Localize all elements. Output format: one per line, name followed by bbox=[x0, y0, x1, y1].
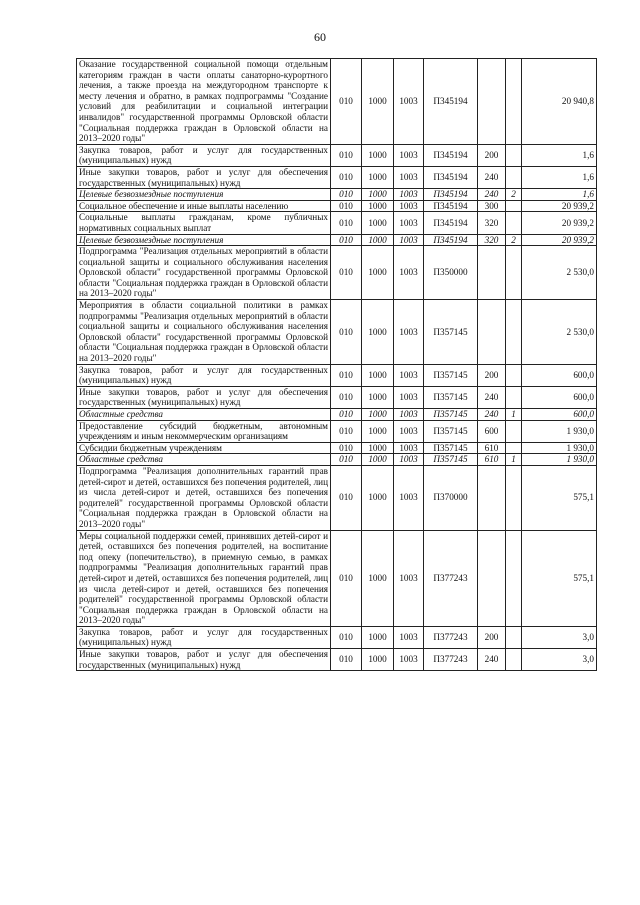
section-code-cell: 1000 bbox=[362, 420, 394, 442]
table-row bbox=[77, 234, 597, 246]
subsection-code-cell: 1003 bbox=[394, 246, 424, 300]
amount-cell: 575,1 bbox=[522, 465, 597, 530]
funding-source-cell bbox=[506, 530, 522, 626]
row-name-cell: Целевые безвозмездные поступления bbox=[77, 234, 331, 246]
target-article-cell: П345194 bbox=[424, 189, 478, 201]
expense-type-cell bbox=[478, 300, 506, 365]
target-article-cell: П345194 bbox=[424, 144, 478, 166]
budget-table bbox=[76, 58, 597, 671]
subsection-code-cell: 1003 bbox=[394, 409, 424, 421]
admin-code-cell: 010 bbox=[331, 59, 362, 145]
section-code-cell: 1000 bbox=[362, 246, 394, 300]
subsection-code-cell: 1003 bbox=[394, 420, 424, 442]
expense-type-cell: 320 bbox=[478, 212, 506, 234]
expense-type-cell: 240 bbox=[478, 189, 506, 201]
funding-source-cell bbox=[506, 364, 522, 386]
admin-code-cell: 010 bbox=[331, 200, 362, 212]
section-code-cell: 1000 bbox=[362, 442, 394, 454]
target-article-cell: П357145 bbox=[424, 420, 478, 442]
amount-cell: 3,0 bbox=[522, 626, 597, 648]
table-row bbox=[77, 212, 597, 234]
funding-source-cell bbox=[506, 212, 522, 234]
row-name-cell: Подпрограмма "Реализация отдельных мероприятий в области социальной защиты и социального обслуживания населения Орловской области" государственной программы Орловской области "Социальная поддержка граждан в Орловской области на 2013–2020 годы" bbox=[77, 246, 331, 300]
row-name-cell: Закупка товаров, работ и услуг для государственных (муниципальных) нужд bbox=[77, 144, 331, 166]
admin-code-cell: 010 bbox=[331, 246, 362, 300]
funding-source-cell bbox=[506, 246, 522, 300]
row-name-cell: Предоставление субсидий бюджетным, автономным учреждениям и иным некоммерческим организациям bbox=[77, 420, 331, 442]
section-code-cell: 1000 bbox=[362, 166, 394, 188]
row-name-cell: Закупка товаров, работ и услуг для государственных (муниципальных) нужд bbox=[77, 626, 331, 648]
subsection-code-cell: 1003 bbox=[394, 442, 424, 454]
row-name-cell: Мероприятия в области социальной политики в рамках подпрограммы "Реализация отдельных мероприятий в области социальной защиты и социального обслуживания населения Орловской области" государственной программы Орловской области "Социальная поддержка граждан в Орловской области на 2013–2020 годы" bbox=[77, 300, 331, 365]
admin-code-cell: 010 bbox=[331, 626, 362, 648]
table-row bbox=[77, 442, 597, 454]
table-row bbox=[77, 364, 597, 386]
table-row bbox=[77, 530, 597, 626]
admin-code-cell: 010 bbox=[331, 189, 362, 201]
admin-code-cell: 010 bbox=[331, 212, 362, 234]
target-article-cell: П357145 bbox=[424, 442, 478, 454]
subsection-code-cell: 1003 bbox=[394, 234, 424, 246]
amount-cell: 20 940,8 bbox=[522, 59, 597, 145]
target-article-cell: П370000 bbox=[424, 465, 478, 530]
row-name-cell: Иные закупки товаров, работ и услуг для обеспечения государственных (муниципальных) нужд bbox=[77, 166, 331, 188]
target-article-cell: П357145 bbox=[424, 364, 478, 386]
section-code-cell: 1000 bbox=[362, 409, 394, 421]
expense-type-cell bbox=[478, 59, 506, 145]
row-name-cell: Социальные выплаты гражданам, кроме публичных нормативных социальных выплат bbox=[77, 212, 331, 234]
target-article-cell: П377243 bbox=[424, 626, 478, 648]
amount-cell: 1 930,0 bbox=[522, 442, 597, 454]
amount-cell: 2 530,0 bbox=[522, 300, 597, 365]
amount-cell: 1,6 bbox=[522, 144, 597, 166]
amount-cell: 20 939,2 bbox=[522, 200, 597, 212]
table-row bbox=[77, 144, 597, 166]
admin-code-cell: 010 bbox=[331, 454, 362, 466]
table-row bbox=[77, 386, 597, 408]
funding-source-cell bbox=[506, 300, 522, 365]
subsection-code-cell: 1003 bbox=[394, 144, 424, 166]
funding-source-cell bbox=[506, 420, 522, 442]
section-code-cell: 1000 bbox=[362, 189, 394, 201]
subsection-code-cell: 1003 bbox=[394, 530, 424, 626]
section-code-cell: 1000 bbox=[362, 454, 394, 466]
row-name-cell: Субсидии бюджетным учреждениям bbox=[77, 442, 331, 454]
row-name-cell: Иные закупки товаров, работ и услуг для обеспечения государственных (муниципальных) нужд bbox=[77, 649, 331, 671]
amount-cell: 1 930,0 bbox=[522, 454, 597, 466]
expense-type-cell bbox=[478, 530, 506, 626]
amount-cell: 1,6 bbox=[522, 166, 597, 188]
row-name-cell: Областные средства bbox=[77, 454, 331, 466]
admin-code-cell: 010 bbox=[331, 409, 362, 421]
subsection-code-cell: 1003 bbox=[394, 649, 424, 671]
amount-cell: 600,0 bbox=[522, 364, 597, 386]
table-row bbox=[77, 420, 597, 442]
funding-source-cell bbox=[506, 200, 522, 212]
row-name-cell: Областные средства bbox=[77, 409, 331, 421]
table-row bbox=[77, 300, 597, 365]
target-article-cell: П357145 bbox=[424, 386, 478, 408]
row-name-cell: Меры социальной поддержки семей, принявших детей-сирот и детей, оставшихся без попечения родителей, на воспитание под опеку (попечительство), в приемную семью, в рамках подпрограммы "Реализация дополнительных гарантий прав детей-сирот и детей, оставшихся без попечения родителей, лиц из числа детей-сирот и детей, оставшихся без попечения родителей" государственной программы Орловской области "Социальная поддержка граждан в Орловской области на 2013–2020 годы" bbox=[77, 530, 331, 626]
table-row bbox=[77, 626, 597, 648]
expense-type-cell bbox=[478, 246, 506, 300]
funding-source-cell bbox=[506, 144, 522, 166]
section-code-cell: 1000 bbox=[362, 649, 394, 671]
amount-cell: 575,1 bbox=[522, 530, 597, 626]
expense-type-cell: 240 bbox=[478, 166, 506, 188]
row-name-cell: Оказание государственной социальной помощи отдельным категориям граждан в части оплаты санаторно-курортного лечения, а также проезда на междугородном транспорте к месту лечения и обратно, в рамках подпрограммы "Создание условий для реабилитации и социальной интеграции инвалидов" государственной программы Орловской области "Социальная поддержка граждан в Орловской области на 2013–2020 годы" bbox=[77, 59, 331, 145]
section-code-cell: 1000 bbox=[362, 200, 394, 212]
funding-source-cell: 1 bbox=[506, 454, 522, 466]
expense-type-cell: 610 bbox=[478, 454, 506, 466]
section-code-cell: 1000 bbox=[362, 465, 394, 530]
admin-code-cell: 010 bbox=[331, 166, 362, 188]
expense-type-cell bbox=[478, 465, 506, 530]
row-name-cell: Закупка товаров, работ и услуг для государственных (муниципальных) нужд bbox=[77, 364, 331, 386]
admin-code-cell: 010 bbox=[331, 530, 362, 626]
amount-cell: 20 939,2 bbox=[522, 234, 597, 246]
admin-code-cell: 010 bbox=[331, 144, 362, 166]
expense-type-cell: 200 bbox=[478, 626, 506, 648]
target-article-cell: П345194 bbox=[424, 212, 478, 234]
expense-type-cell: 610 bbox=[478, 442, 506, 454]
row-name-cell: Социальное обеспечение и иные выплаты населению bbox=[77, 200, 331, 212]
section-code-cell: 1000 bbox=[362, 212, 394, 234]
expense-type-cell: 200 bbox=[478, 364, 506, 386]
section-code-cell: 1000 bbox=[362, 386, 394, 408]
amount-cell: 3,0 bbox=[522, 649, 597, 671]
expense-type-cell: 200 bbox=[478, 144, 506, 166]
subsection-code-cell: 1003 bbox=[394, 386, 424, 408]
section-code-cell: 1000 bbox=[362, 234, 394, 246]
expense-type-cell: 240 bbox=[478, 409, 506, 421]
subsection-code-cell: 1003 bbox=[394, 300, 424, 365]
subsection-code-cell: 1003 bbox=[394, 212, 424, 234]
target-article-cell: П357145 bbox=[424, 409, 478, 421]
subsection-code-cell: 1003 bbox=[394, 454, 424, 466]
subsection-code-cell: 1003 bbox=[394, 364, 424, 386]
target-article-cell: П350000 bbox=[424, 246, 478, 300]
admin-code-cell: 010 bbox=[331, 234, 362, 246]
target-article-cell: П345194 bbox=[424, 166, 478, 188]
funding-source-cell bbox=[506, 386, 522, 408]
table-row bbox=[77, 649, 597, 671]
row-name-cell: Целевые безвозмездные поступления bbox=[77, 189, 331, 201]
section-code-cell: 1000 bbox=[362, 530, 394, 626]
amount-cell: 1,6 bbox=[522, 189, 597, 201]
target-article-cell: П345194 bbox=[424, 200, 478, 212]
subsection-code-cell: 1003 bbox=[394, 626, 424, 648]
page-number: 60 bbox=[314, 30, 326, 44]
subsection-code-cell: 1003 bbox=[394, 166, 424, 188]
table-row bbox=[77, 59, 597, 145]
admin-code-cell: 010 bbox=[331, 386, 362, 408]
expense-type-cell: 300 bbox=[478, 200, 506, 212]
amount-cell: 2 530,0 bbox=[522, 246, 597, 300]
admin-code-cell: 010 bbox=[331, 420, 362, 442]
expense-type-cell: 600 bbox=[478, 420, 506, 442]
expense-type-cell: 320 bbox=[478, 234, 506, 246]
section-code-cell: 1000 bbox=[362, 364, 394, 386]
amount-cell: 1 930,0 bbox=[522, 420, 597, 442]
admin-code-cell: 010 bbox=[331, 649, 362, 671]
admin-code-cell: 010 bbox=[331, 442, 362, 454]
section-code-cell: 1000 bbox=[362, 59, 394, 145]
table-row bbox=[77, 409, 597, 421]
table-row bbox=[77, 465, 597, 530]
row-name-cell: Подпрограмма "Реализация дополнительных гарантий прав детей-сирот и детей, оставшихся без попечения родителей, лиц из числа детей-сирот и детей, оставшихся без попечения родителей" государственной программы Орловской области "Социальная поддержка граждан в Орловской области на 2013–2020 годы" bbox=[77, 465, 331, 530]
admin-code-cell: 010 bbox=[331, 364, 362, 386]
target-article-cell: П345194 bbox=[424, 59, 478, 145]
table-row bbox=[77, 200, 597, 212]
row-name-cell: Иные закупки товаров, работ и услуг для обеспечения государственных (муниципальных) нужд bbox=[77, 386, 331, 408]
target-article-cell: П357145 bbox=[424, 454, 478, 466]
expense-type-cell: 240 bbox=[478, 649, 506, 671]
funding-source-cell bbox=[506, 166, 522, 188]
funding-source-cell bbox=[506, 649, 522, 671]
target-article-cell: П357145 bbox=[424, 300, 478, 365]
funding-source-cell: 1 bbox=[506, 409, 522, 421]
subsection-code-cell: 1003 bbox=[394, 59, 424, 145]
table-row bbox=[77, 166, 597, 188]
funding-source-cell bbox=[506, 626, 522, 648]
target-article-cell: П377243 bbox=[424, 649, 478, 671]
amount-cell: 600,0 bbox=[522, 386, 597, 408]
subsection-code-cell: 1003 bbox=[394, 200, 424, 212]
funding-source-cell bbox=[506, 465, 522, 530]
section-code-cell: 1000 bbox=[362, 626, 394, 648]
admin-code-cell: 010 bbox=[331, 465, 362, 530]
subsection-code-cell: 1003 bbox=[394, 465, 424, 530]
funding-source-cell: 2 bbox=[506, 234, 522, 246]
section-code-cell: 1000 bbox=[362, 144, 394, 166]
table-row bbox=[77, 246, 597, 300]
target-article-cell: П377243 bbox=[424, 530, 478, 626]
amount-cell: 600,0 bbox=[522, 409, 597, 421]
funding-source-cell bbox=[506, 442, 522, 454]
admin-code-cell: 010 bbox=[331, 300, 362, 365]
section-code-cell: 1000 bbox=[362, 300, 394, 365]
target-article-cell: П345194 bbox=[424, 234, 478, 246]
table-row bbox=[77, 189, 597, 201]
table-row bbox=[77, 454, 597, 466]
funding-source-cell: 2 bbox=[506, 189, 522, 201]
subsection-code-cell: 1003 bbox=[394, 189, 424, 201]
funding-source-cell bbox=[506, 59, 522, 145]
amount-cell: 20 939,2 bbox=[522, 212, 597, 234]
expense-type-cell: 240 bbox=[478, 386, 506, 408]
